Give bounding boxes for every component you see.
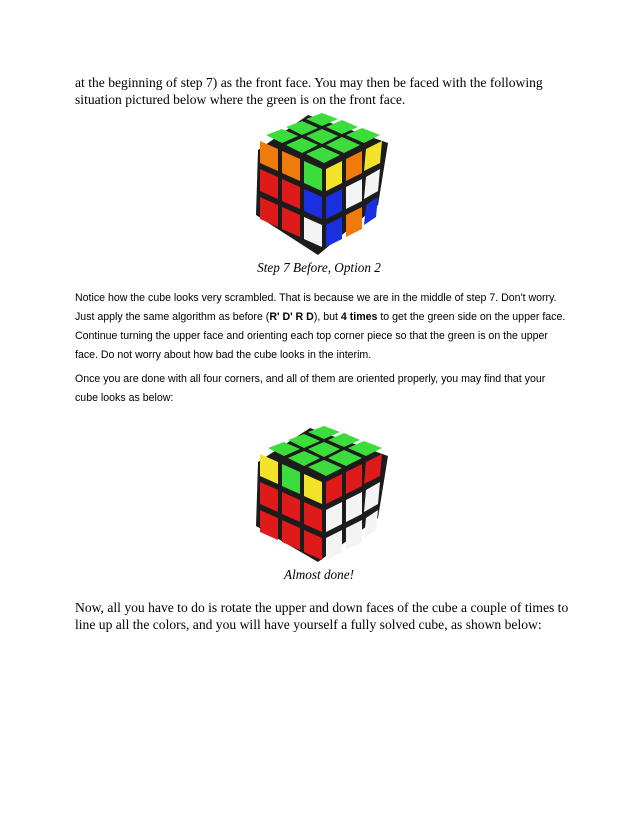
final-paragraph: Now, all you have to do is rotate the upper and down faces of the cube a couple of times to line up all the colors, and you will have yourself a fully solved cube, as shown below: [75,600,569,632]
algorithm-text: R' D' R D [269,311,314,323]
corners-paragraph: Once you are done with all four corners, and all of them are oriented properly, you may find that your cube looks as below: [75,373,546,404]
para2-text-2: ), but [313,311,341,323]
figure2-caption: Almost done! [284,567,354,582]
intro-paragraph: at the beginning of step 7) as the front face. You may then be faced with the following situation pictured below where the green is on the front face. [75,75,543,107]
para2-text-3: to get the green side on the upper face. Continue turning the upper face and orienting each top corner piece so that the green is on the upper face. Do not worry about how bad the cube looks in the interim. [75,311,566,361]
explanation-paragraph [75,289,570,365]
para2-text-1: Notice how the cube looks very scrambled. That is because we are in the middle of step 7. Don't worry. Just apply the same algorithm as before ( [75,292,557,323]
rubiks-cube-almost-done-image [248,422,394,564]
figure1-caption: Step 7 Before, Option 2 [257,260,381,275]
repeat-count-text: 4 times [340,311,378,323]
rubiks-cube-step7-image [248,105,394,257]
